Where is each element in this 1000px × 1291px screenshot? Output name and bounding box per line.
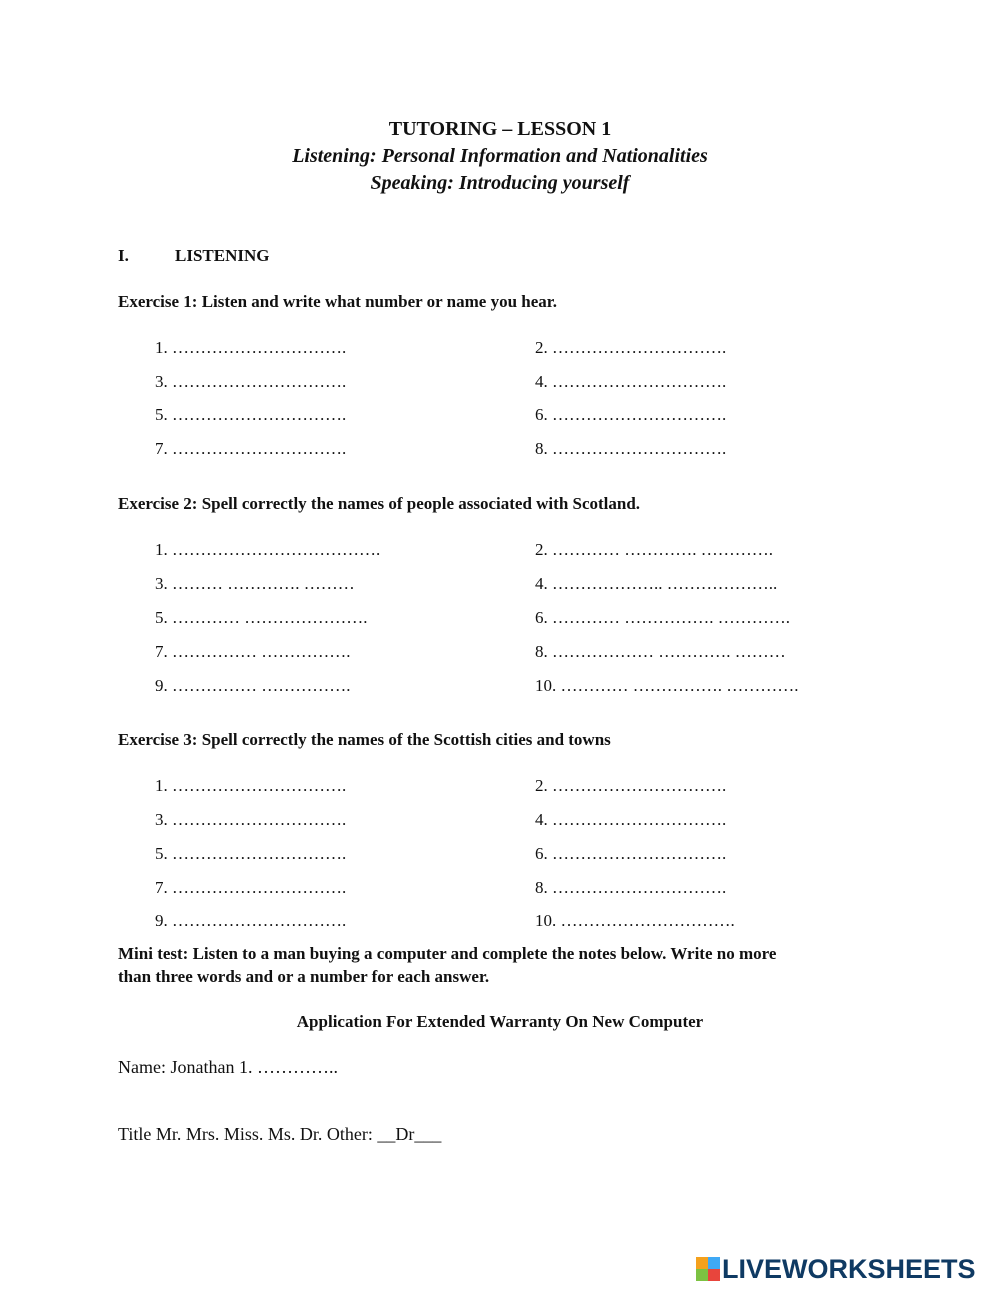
ex3-blank-7[interactable]: 7. …………………………. bbox=[155, 878, 347, 897]
ex3-blank-10[interactable]: 10. …………………………. bbox=[535, 911, 735, 930]
ex2-blank-4[interactable]: 4. ……………….. ……………….. bbox=[535, 574, 778, 593]
exercise-1-heading: Exercise 1: Listen and write what number or name you hear. bbox=[118, 292, 558, 311]
section-number: I. bbox=[118, 246, 129, 265]
ex1-blank-5[interactable]: 5. …………………………. bbox=[155, 405, 347, 424]
ex3-blank-6[interactable]: 6. …………………………. bbox=[535, 844, 727, 863]
exercise-2-heading: Exercise 2: Spell correctly the names of people associated with Scotland. bbox=[118, 494, 641, 513]
ex1-blank-1[interactable]: 1. …………………………. bbox=[155, 338, 347, 357]
liveworksheets-logo-icon bbox=[696, 1257, 720, 1281]
section-heading: LISTENING bbox=[175, 246, 270, 265]
mini-test-instructions-line1: Mini test: Listen to a man buying a computer and complete the notes below. Write no more bbox=[118, 944, 777, 963]
page-subtitle-speaking: Speaking: Introducing yourself bbox=[370, 172, 630, 194]
ex2-blank-7[interactable]: 7. …………… ……………. bbox=[155, 642, 351, 661]
name-field-line[interactable]: Name: Jonathan 1. ………….. bbox=[118, 1057, 338, 1077]
ex2-blank-2[interactable]: 2. ………… …………. …………. bbox=[535, 540, 773, 559]
ex3-blank-8[interactable]: 8. …………………………. bbox=[535, 878, 727, 897]
ex2-blank-5[interactable]: 5. ………… …………………. bbox=[155, 608, 368, 627]
page-title: TUTORING – LESSON 1 bbox=[388, 118, 612, 140]
exercise-3-heading: Exercise 3: Spell correctly the names of the Scottish cities and towns bbox=[118, 730, 611, 749]
ex1-blank-6[interactable]: 6. …………………………. bbox=[535, 405, 727, 424]
ex3-blank-2[interactable]: 2. …………………………. bbox=[535, 776, 727, 795]
ex2-blank-9[interactable]: 9. …………… ……………. bbox=[155, 676, 351, 695]
ex3-blank-5[interactable]: 5. …………………………. bbox=[155, 844, 347, 863]
ex1-blank-7[interactable]: 7. …………………………. bbox=[155, 439, 347, 458]
liveworksheets-logo-text: LIVEWORKSHEETS bbox=[722, 1253, 976, 1284]
mini-test-instructions-line2: than three words and or a number for each answer. bbox=[118, 967, 490, 986]
ex1-blank-4[interactable]: 4. …………………………. bbox=[535, 372, 727, 391]
ex2-blank-8[interactable]: 8. ……………… …………. ……… bbox=[535, 642, 786, 661]
liveworksheets-logo bbox=[696, 1254, 976, 1284]
form-title: Application For Extended Warranty On New Computer bbox=[296, 1012, 704, 1031]
ex3-blank-3[interactable]: 3. …………………………. bbox=[155, 810, 347, 829]
ex2-blank-1[interactable]: 1. ………………………………. bbox=[155, 540, 381, 559]
ex3-blank-1[interactable]: 1. …………………………. bbox=[155, 776, 347, 795]
ex2-blank-6[interactable]: 6. ………… ……………. …………. bbox=[535, 608, 790, 627]
title-field-line[interactable]: Title Mr. Mrs. Miss. Ms. Dr. Other: __Dr___ bbox=[118, 1124, 442, 1144]
ex2-blank-10[interactable]: 10. ………… ……………. …………. bbox=[535, 676, 799, 695]
ex3-blank-9[interactable]: 9. …………………………. bbox=[155, 911, 347, 930]
page-subtitle-listening: Listening: Personal Information and Nationalities bbox=[292, 145, 708, 167]
ex2-blank-3[interactable]: 3. ……… …………. ……… bbox=[155, 574, 355, 593]
ex1-blank-2[interactable]: 2. …………………………. bbox=[535, 338, 727, 357]
ex3-blank-4[interactable]: 4. …………………………. bbox=[535, 810, 727, 829]
ex1-blank-8[interactable]: 8. …………………………. bbox=[535, 439, 727, 458]
ex1-blank-3[interactable]: 3. …………………………. bbox=[155, 372, 347, 391]
